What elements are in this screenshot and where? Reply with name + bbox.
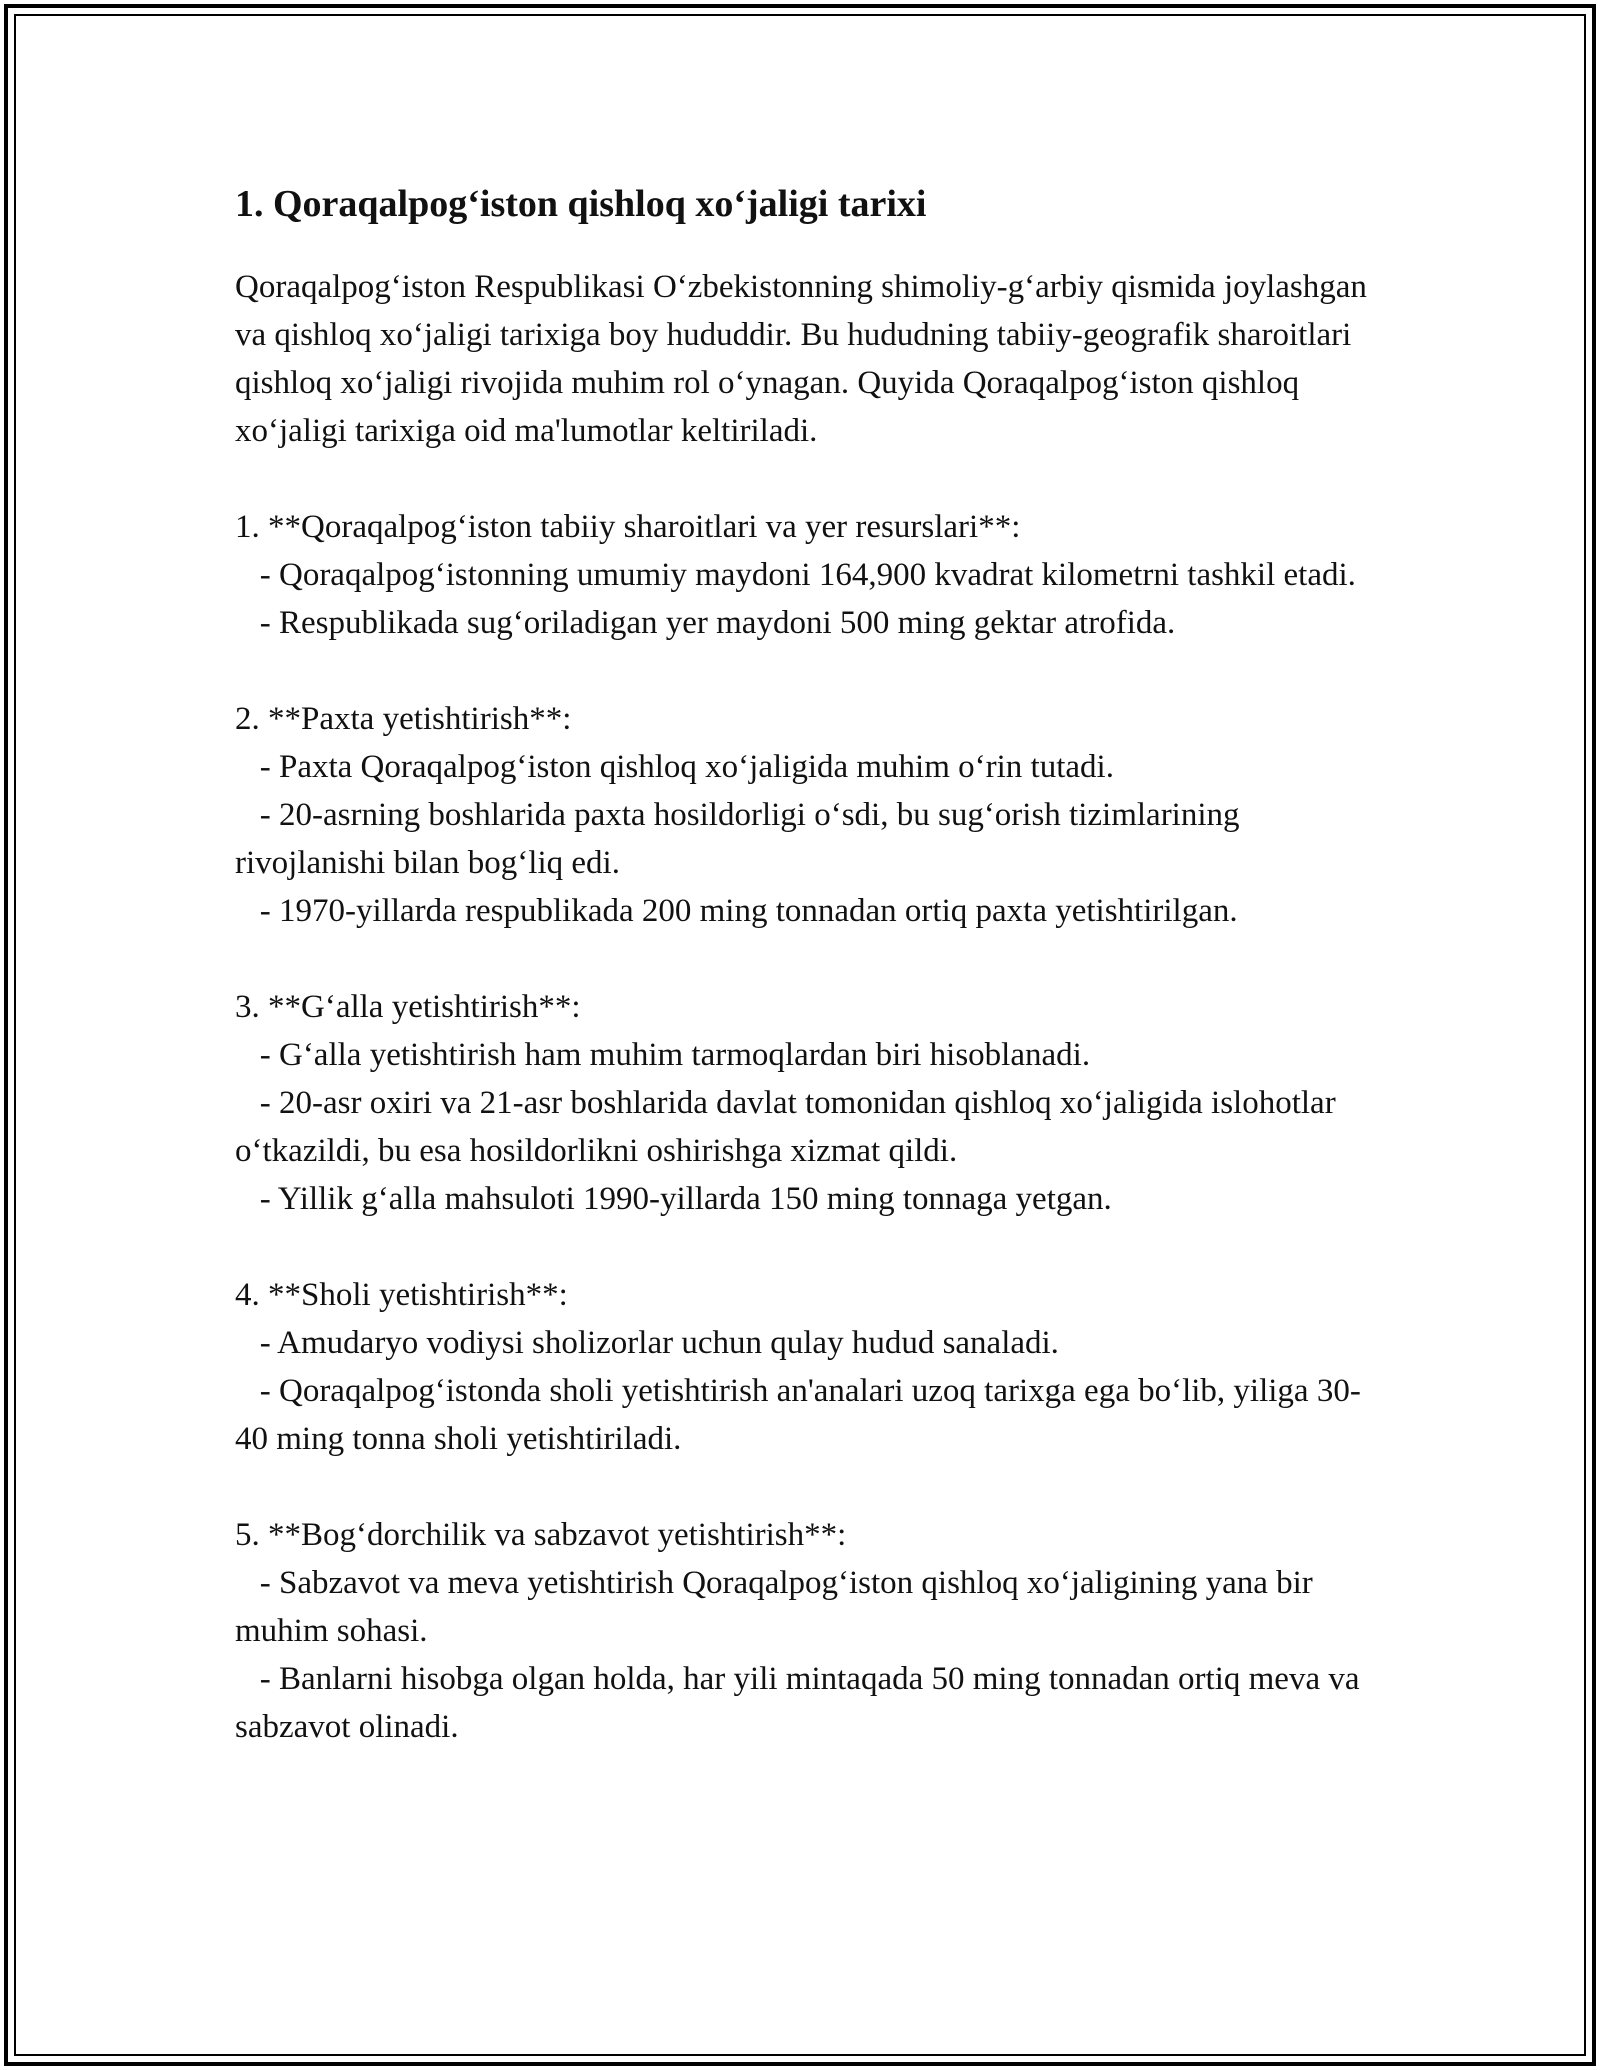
section-heading: 1. **Qoraqalpog‘iston tabiiy sharoitlari va yer resurslari**:: [235, 509, 1021, 546]
list-item: - Yillik g‘alla mahsuloti 1990-yillarda 150 ming tonnaga yetgan.: [235, 1181, 1112, 1218]
section-3: [235, 983, 1375, 1223]
intro-paragraph: Qoraqalpog‘iston Respublikasi O‘zbekistonning shimoliy-g‘arbiy qismida joylashgan va qishloq xo‘jaligi tarixiga boy hududdir. Bu hududning tabiiy-geografik sharoitlari qishloq xo‘jaligi rivojida muhim rol o‘ynagan. Quyida Qoraqalpog‘iston qishloq xo‘jaligi tarixiga oid ma'lumotlar keltiriladi.: [235, 269, 1367, 450]
section-4: [235, 1271, 1375, 1463]
list-item: - G‘alla yetishtirish ham muhim tarmoqlardan biri hisoblanadi.: [235, 1037, 1091, 1074]
section-heading: 4. **Sholi yetishtirish**:: [235, 1277, 568, 1314]
document-body: [235, 180, 1375, 1751]
section-5: [235, 1511, 1375, 1751]
list-item: - 20-asrning boshlarida paxta hosildorligi o‘sdi, bu sug‘orish tizimlarining rivojlanishi bilan bog‘liq edi.: [235, 797, 1248, 882]
list-item: - Amudaryo vodiysi sholizorlar uchun qulay hudud sanaladi.: [235, 1325, 1059, 1362]
list-item: - Sabzavot va meva yetishtirish Qoraqalpog‘iston qishloq xo‘jaligining yana bir muhim sohasi.: [235, 1565, 1322, 1650]
list-item: - 1970-yillarda respublikada 200 ming tonnadan ortiq paxta yetishtirilgan.: [235, 893, 1238, 930]
document-title: 1. Qoraqalpog‘iston qishloq xo‘jaligi tarixi: [235, 183, 927, 225]
section-heading: 5. **Bog‘dorchilik va sabzavot yetishtirish**:: [235, 1517, 847, 1554]
list-item: - Qoraqalpog‘istonning umumiy maydoni 164,900 kvadrat kilometrni tashkil etadi.: [235, 557, 1356, 594]
list-item: - Paxta Qoraqalpog‘iston qishloq xo‘jaligida muhim o‘rin tutadi.: [235, 749, 1114, 786]
section-1: [235, 503, 1375, 647]
list-item: - Banlarni hisobga olgan holda, har yili mintaqada 50 ming tonnadan ortiq meva va sabzavot olinadi.: [235, 1661, 1368, 1746]
list-item: - 20-asr oxiri va 21-asr boshlarida davlat tomonidan qishloq xo‘jaligida islohotlar o‘tkazildi, bu esa hosildorlikni oshirishga xizmat qildi.: [235, 1085, 1344, 1170]
list-item: - Respublikada sug‘oriladigan yer maydoni 500 ming gektar atrofida.: [235, 605, 1176, 642]
section-2: [235, 695, 1375, 935]
list-item: - Qoraqalpog‘istonda sholi yetishtirish an'analari uzoq tarixga ega bo‘lib, yiliga 30-40 ming tonna sholi yetishtiriladi.: [235, 1373, 1361, 1458]
section-heading: 2. **Paxta yetishtirish**:: [235, 701, 572, 738]
section-heading: 3. **G‘alla yetishtirish**:: [235, 989, 581, 1026]
